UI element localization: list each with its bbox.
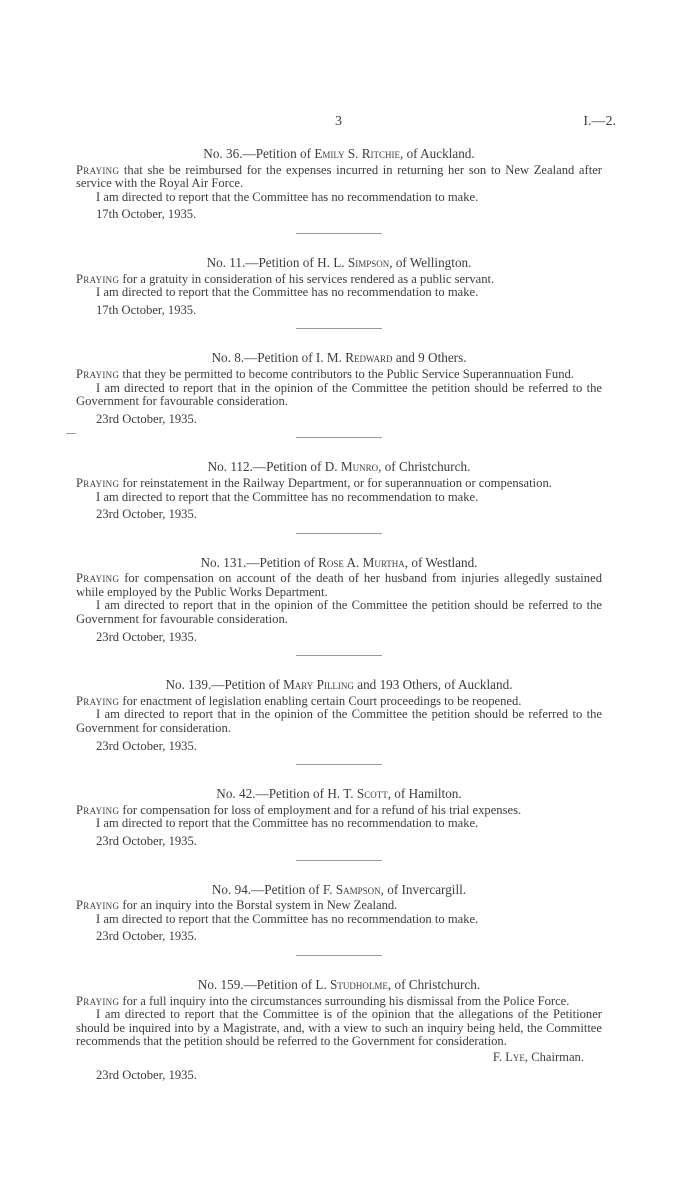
praying-paragraph: Praying that they be permitted to become contributors to the Public Service Superannuation Fund. xyxy=(76,366,574,381)
praying-paragraph: Praying for a gratuity in consideration of his services rendered as a public servant. xyxy=(76,271,495,286)
petition-11 xyxy=(76,256,602,317)
petitioner-name: L. Studholme xyxy=(315,976,388,992)
petition-159 xyxy=(76,978,602,1082)
petition-94 xyxy=(76,883,602,944)
report-paragraph: I am directed to report that the Committee is of the opinion that the allegations of the Petitioner should be inquired into by a Magistrate, and, with a view to such an inquiry being held, the Committee recommends that the petition should be referred to the Government for consideration. xyxy=(76,1007,602,1049)
petition-title: No. 112.—Petition of D. Munro, of Christchurch. xyxy=(207,459,471,475)
petitioner-name: H. L. Simpson xyxy=(317,254,390,270)
petition-title: No. 159.—Petition of L. Studholme, of Christchurch. xyxy=(197,976,481,992)
praying-paragraph: Praying for reinstatement in the Railway Department, or for superannuation or compensation. xyxy=(76,475,552,490)
divider-rule xyxy=(296,233,382,234)
divider-rule xyxy=(296,955,382,956)
petition-131 xyxy=(76,556,602,645)
petitioner-name: Rose A. Murtha xyxy=(318,554,405,570)
chairman-signature: F. Lye, Chairman. xyxy=(492,1049,584,1064)
petition-date: 23rd October, 1935. xyxy=(96,629,197,644)
report-paragraph: I am directed to report that the Committee has no recommendation to make. xyxy=(96,911,479,926)
report-paragraph: I am directed to report that the Committee has no recommendation to make. xyxy=(96,285,479,300)
petitioner-name: I. M. Redward xyxy=(315,350,393,366)
petition-title: No. 8.—Petition of I. M. Redward and 9 Others. xyxy=(211,350,467,366)
praying-paragraph: Praying for an inquiry into the Borstal system in New Zealand. xyxy=(76,898,398,913)
report-paragraph: I am directed to report that in the opinion of the Committee the petition should be referred to the Government for favourable consideration. xyxy=(76,598,602,627)
document-reference: I.—2. xyxy=(583,114,616,129)
petition-139 xyxy=(76,678,602,753)
divider-rule xyxy=(296,533,382,534)
divider-rule xyxy=(296,764,382,765)
petition-date: 17th October, 1935. xyxy=(96,302,197,317)
margin-mark xyxy=(66,433,76,434)
report-paragraph: I am directed to report that in the opinion of the Committee the petition should be referred to the Government for favourable consideration. xyxy=(76,380,602,409)
petition-title: No. 139.—Petition of Mary Pilling and 193 Others, of Auckland. xyxy=(165,677,513,693)
petition-date: 23rd October, 1935. xyxy=(96,834,197,848)
divider-rule xyxy=(296,328,382,329)
petition-8 xyxy=(76,351,602,426)
report-paragraph: I am directed to report that in the opinion of the Committee the petition should be referred to the Government for consideration. xyxy=(76,707,602,736)
petition-title: No. 94.—Petition of F. Sampson, of Invercargill. xyxy=(211,881,467,897)
petition-title: No. 131.—Petition of Rose A. Murtha, of Westland. xyxy=(200,554,478,570)
petition-42 xyxy=(76,787,602,848)
praying-paragraph: Praying for compensation for loss of employment and for a refund of his trial expenses. xyxy=(76,802,522,817)
petitioner-name: F. Sampson xyxy=(322,881,381,897)
petitioner-name: H. T. Scott xyxy=(327,786,388,802)
report-paragraph: I am directed to report that the Committee has no recommendation to make. xyxy=(96,816,479,831)
petition-date: 23rd October, 1935. xyxy=(96,929,197,944)
praying-paragraph: Praying for a full inquiry into the circumstances surrounding his dismissal from the Police Force. xyxy=(76,993,570,1008)
report-paragraph: I am directed to report that the Committee has no recommendation to make. xyxy=(96,489,479,504)
petition-112 xyxy=(76,460,602,521)
petition-36 xyxy=(76,147,602,222)
petition-date: 23rd October, 1935. xyxy=(96,1067,197,1082)
praying-paragraph: Praying that she be reimbursed for the expenses incurred in returning her son to New Zealand after service with the Royal Air Force. xyxy=(76,162,602,191)
divider-rule xyxy=(296,655,382,656)
petition-list xyxy=(76,147,602,1082)
divider-rule xyxy=(296,860,382,861)
petition-title: No. 11.—Petition of H. L. Simpson, of Wellington. xyxy=(206,254,472,270)
petitioner-name: Mary Pilling xyxy=(283,677,354,693)
petition-date: 23rd October, 1935. xyxy=(96,507,197,522)
page-number: 3 xyxy=(335,114,342,129)
praying-paragraph: Praying for compensation on account of the death of her husband from injuries allegedly sustained while employed by the Public Works Department. xyxy=(76,571,602,599)
petition-date: 23rd October, 1935. xyxy=(96,738,197,753)
divider-rule xyxy=(296,437,382,438)
petitioner-name: D. Munro xyxy=(324,459,379,475)
petition-date: 17th October, 1935. xyxy=(96,207,197,222)
petition-title: No. 42.—Petition of H. T. Scott, of Hamilton. xyxy=(216,786,462,802)
petition-title: No. 36.—Petition of Emily S. Ritchie, of Auckland. xyxy=(203,146,475,161)
report-paragraph: I am directed to report that the Committee has no recommendation to make. xyxy=(96,189,479,204)
petition-date: 23rd October, 1935. xyxy=(96,411,197,426)
praying-paragraph: Praying for enactment of legislation enabling certain Court proceedings to be reopened. xyxy=(76,693,522,708)
petitioner-name: Emily S. Ritchie xyxy=(314,146,400,161)
